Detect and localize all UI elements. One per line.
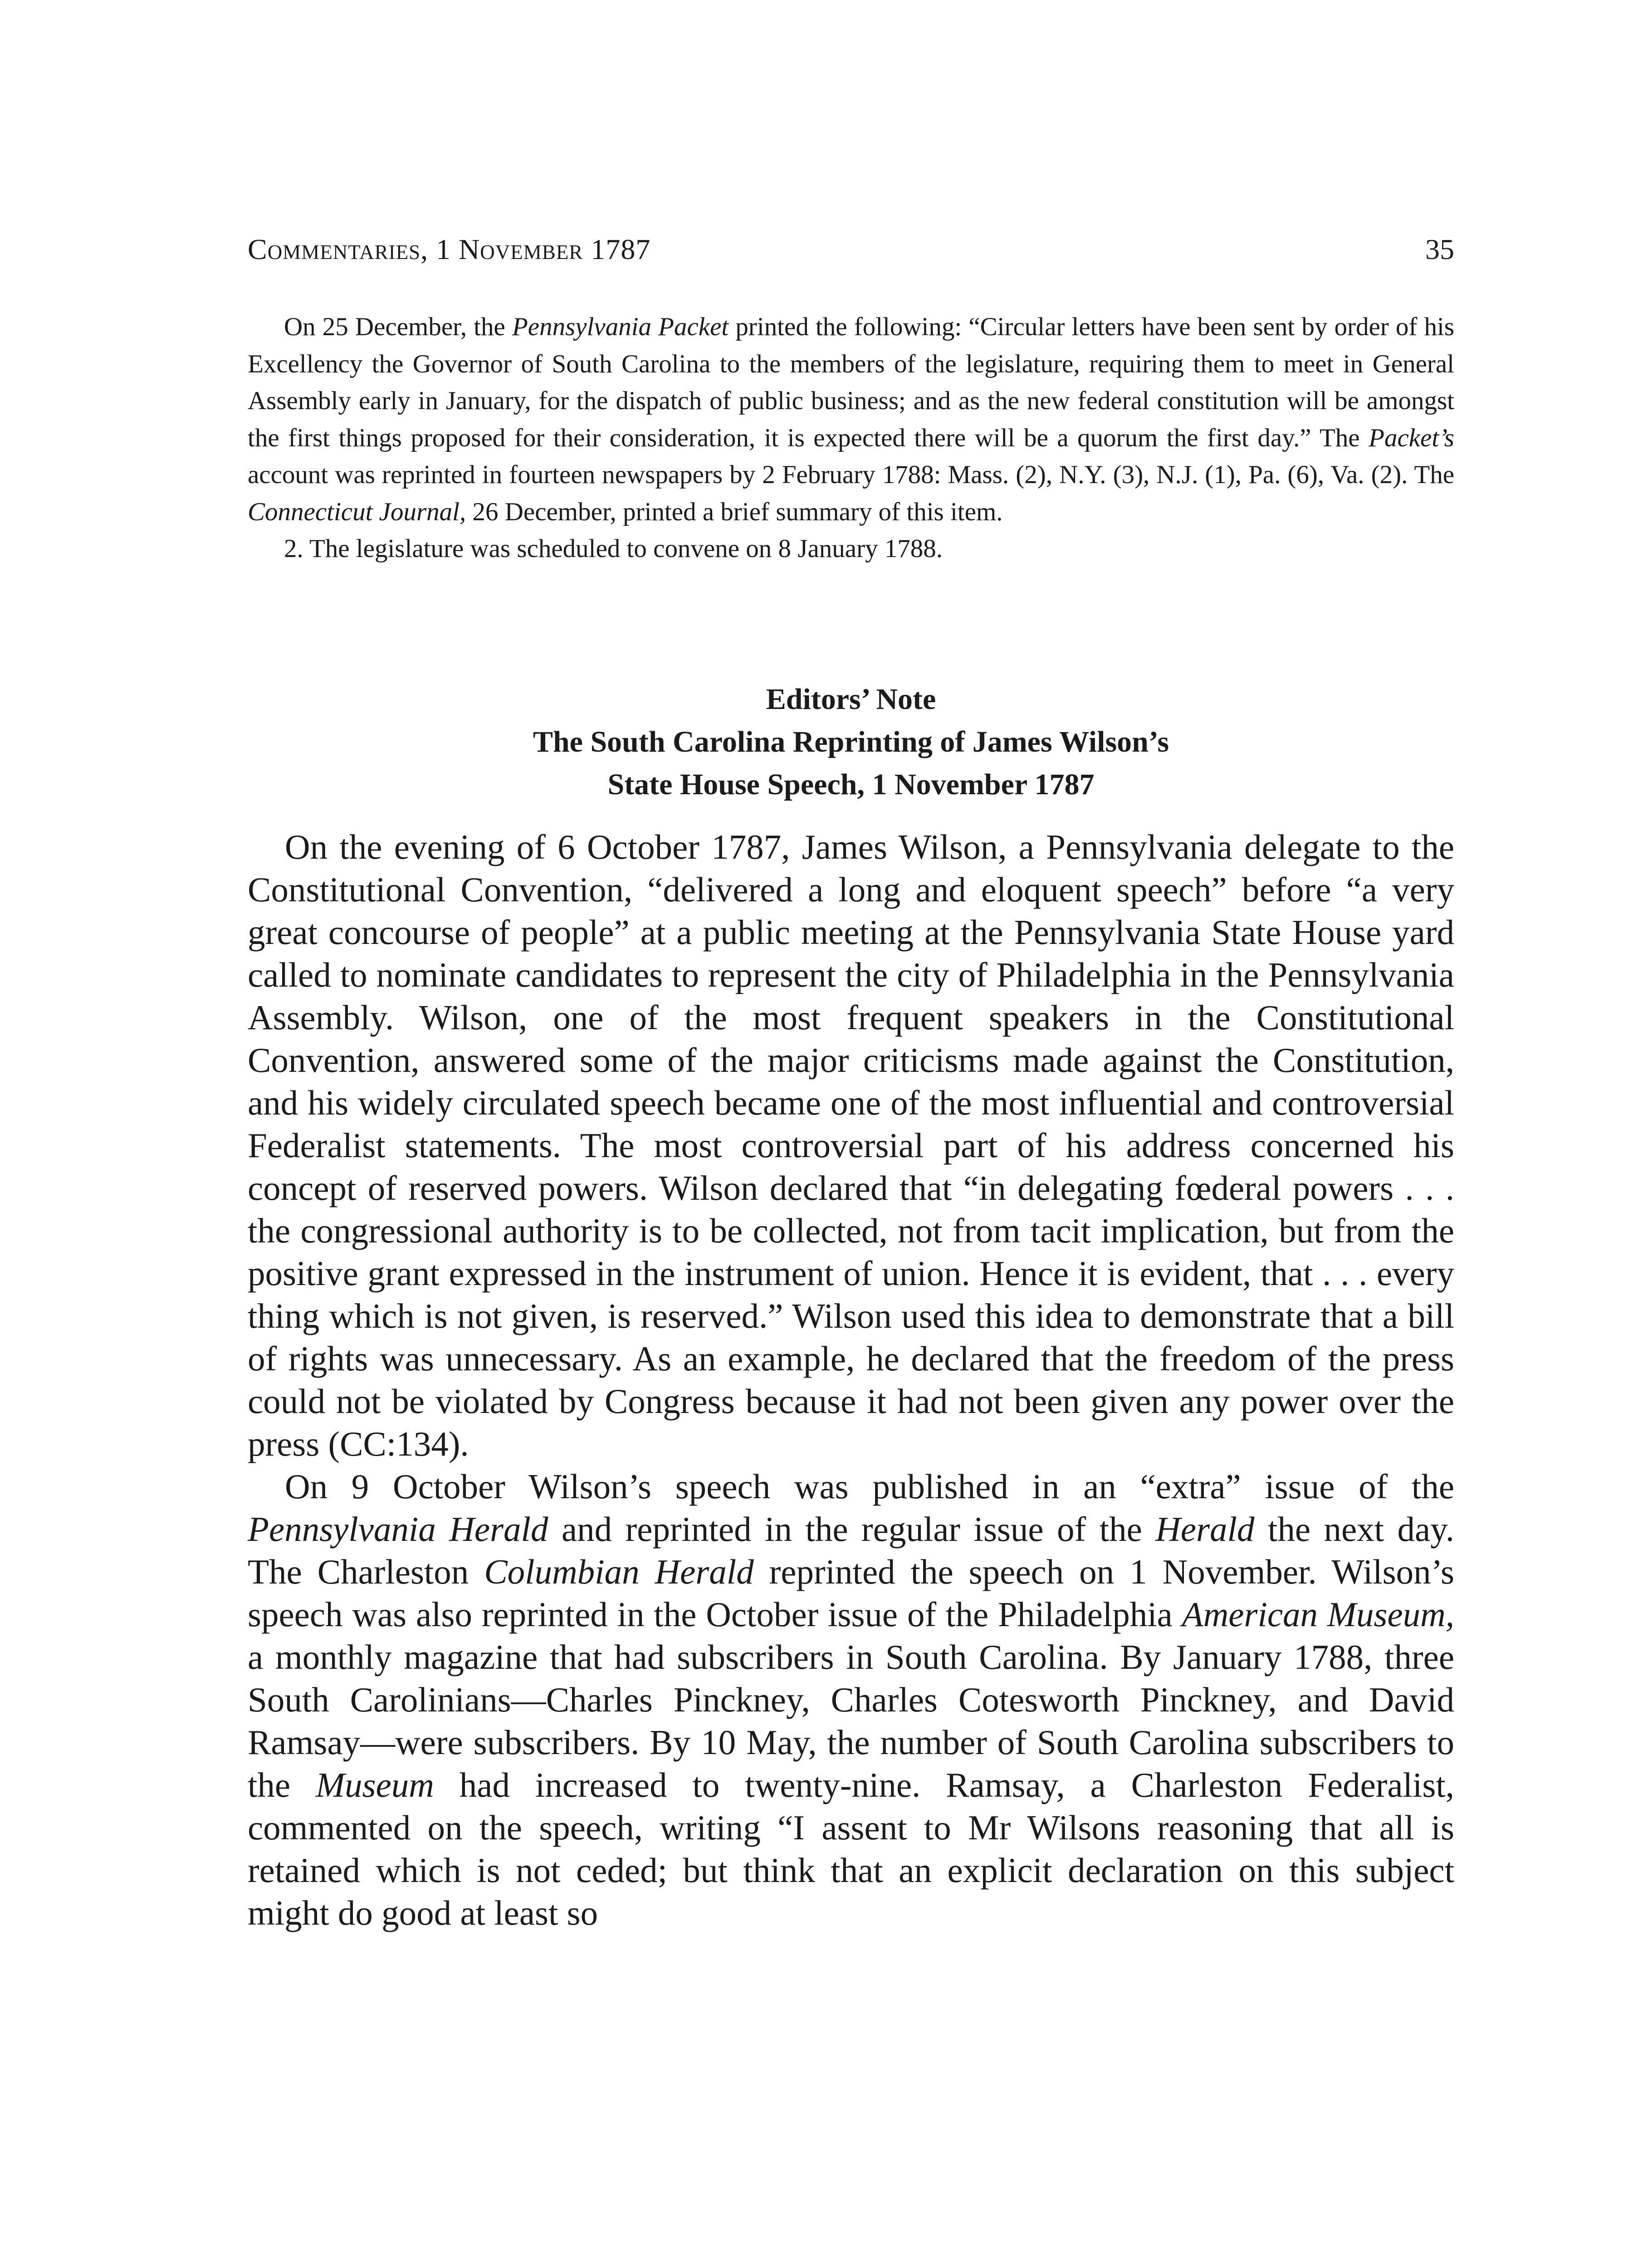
footnote-1-italic-a: Pennsylvania Packet	[512, 313, 729, 341]
body-paragraph-1: On the evening of 6 October 1787, James Wilson, a Pennsylvania delegate to the Constitutional Convention, “delivered a long and eloquent speech” before “a very great concourse of people” at a public meeting at the Pennsylvania State House yard called to nominate candidates to represent the city of Philadelphia in the Pennsylvania Assembly. Wilson, one of the most frequent speakers in the Constitutional Convention, answered some of the major criticisms made against the Constitution, and his widely circulated speech became one of the most influential and controversial Federalist statements. The most controversial part of his address concerned his concept of reserved powers. Wilson declared that “in delegating fœderal powers . . . the congressional authority is to be collected, not from tacit implication, but from the positive grant expressed in the instrument of union. Hence it is evident, that . . . every thing which is not given, is reserved.” Wilson used this idea to demonstrate that a bill of rights was unnecessary. As an example, he declared that the freedom of the press could not be violated by Congress because it had not been given any power over the press (CC:134).	[248, 827, 1454, 1463]
body-paragraph-2	[248, 1465, 1454, 1934]
body-paragraph-2-italic-a: Pennsylvania Herald	[248, 1510, 548, 1549]
footnote-1-text-b: printed the following: “Circular letters have been sent by order of his Excellency the Governor of South Carolina to the members of the legislature, requiring them to meet in General Assembly early in January, for the dispatch of public business; and as the new federal constitution will be amongst the first things proposed for their consideration, it is expected there will be a quorum the first day.” The	[248, 313, 1455, 452]
body-paragraph-2-text-b: and reprinted in the regular issue of the	[548, 1510, 1156, 1549]
body-paragraph-2-text-f: had increased to twenty-nine. Ramsay, a Charleston Federalist, commented on the speech, writing “I assent to Mr Wilsons reasoning that all is retained which is not ceded; but think that an explicit declaration on this subject might do good at least so	[248, 1765, 1454, 1932]
section-title-line-1: Editors’ Note	[766, 683, 936, 716]
running-header	[248, 227, 1454, 277]
footnote-2: 2. The legislature was scheduled to convene on 8 January 1788.	[284, 534, 943, 563]
footnote-1-italic-b: Packet’s	[1369, 423, 1454, 452]
body-paragraph-2-text-d: reprinted the speech on 1 November. Wilson’s speech was also reprinted in the October issue of the Philadelphia	[248, 1552, 1454, 1634]
footnote-1-text-d: 26 December, printed a brief summary of this item.	[466, 497, 1003, 526]
body-paragraph-2-text-c: the next day. The Charleston	[248, 1510, 1454, 1591]
body-text	[248, 826, 1454, 1934]
section-title-line-3: State House Speech, 1 November 1787	[607, 768, 1095, 801]
body-paragraph-2-text-a: On 9 October Wilson’s speech was published in an “extra” issue of the	[285, 1467, 1454, 1506]
section-title-line-2: The South Carolina Reprinting of James Wilson’s	[533, 725, 1169, 758]
body-paragraph-2-italic-d: American Museum,	[1182, 1595, 1454, 1634]
footnote-1-text-c: account was reprinted in fourteen newspapers by 2 February 1788: Mass. (2), N.Y. (3), N.J. (1), Pa. (6), Va. (2). The	[248, 460, 1454, 489]
footnote-1-text-a: On 25 December, the	[284, 313, 512, 341]
body-paragraph-2-italic-b: Herald	[1155, 1510, 1255, 1549]
footnotes	[248, 308, 1454, 567]
section-title	[248, 678, 1454, 806]
body-paragraph-2-text-e: a monthly magazine that had subscribers in South Carolina. By January 1788, three South Carolinians—Charles Pinckney, Charles Cotesworth Pinckney, and David Ramsay—were subscribers. By 10 May, the number of South Carolina subscribers to the	[248, 1637, 1454, 1804]
footnote-1-italic-c: Connecticut Journal,	[248, 497, 466, 526]
footnote-1	[248, 308, 1454, 530]
body-paragraph-2-italic-c: Columbian Herald	[484, 1552, 754, 1591]
body-paragraph-2-italic-e: Museum	[315, 1765, 434, 1804]
running-title: Commentaries, 1 November 1787	[248, 233, 651, 265]
page-number: 35	[1425, 233, 1454, 265]
